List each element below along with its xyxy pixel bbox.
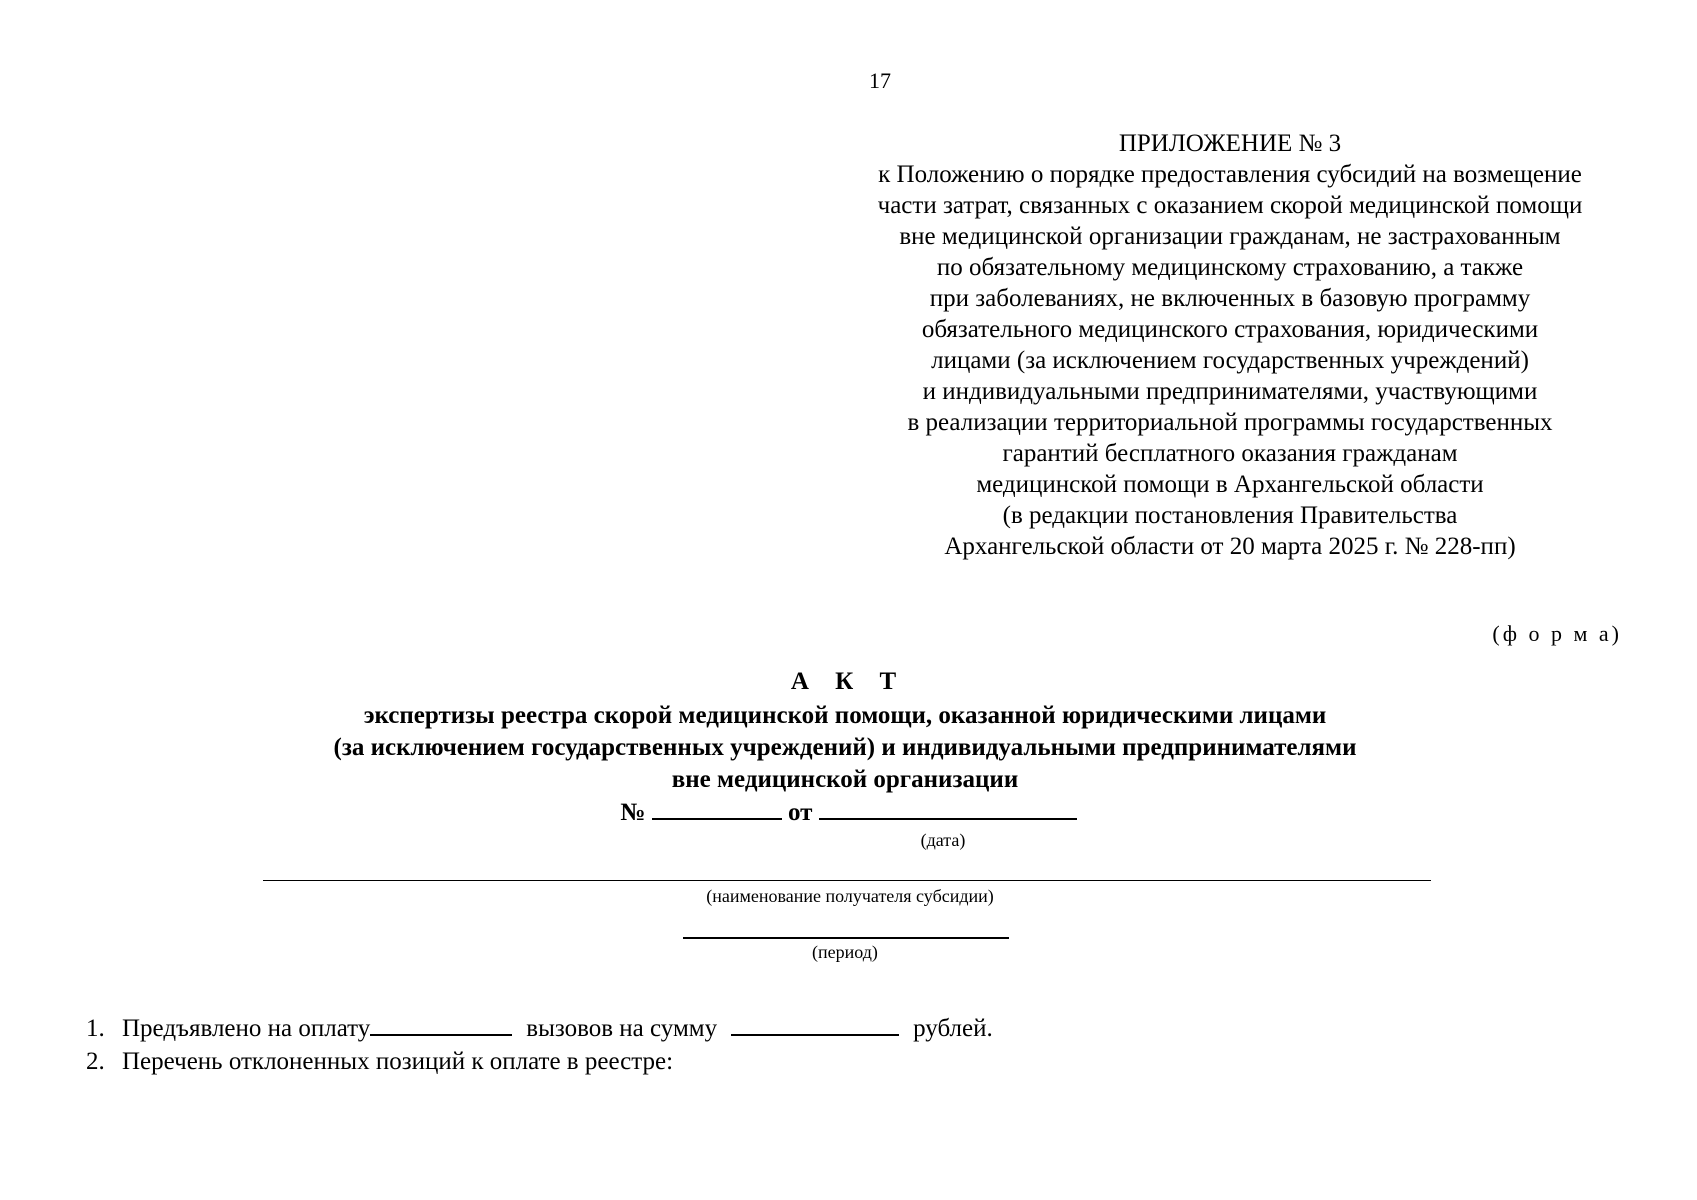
- period-caption: (период): [812, 942, 878, 962]
- form-label: (ф о р м а): [1492, 621, 1622, 646]
- amount-blank[interactable]: [731, 1012, 899, 1036]
- appendix-line: при заболеваниях, не включенных в базовую программу: [929, 285, 1531, 312]
- items-list: [86, 1012, 993, 1078]
- act-subtitle-line: экспертизы реестра скорой медицинской помощи, оказанной юридическими лицами: [363, 702, 1327, 729]
- recipient-caption: (наименование получателя субсидии): [706, 886, 994, 906]
- recipient-blank[interactable]: [263, 880, 1431, 881]
- appendix-title: ПРИЛОЖЕНИЕ № 3: [1118, 130, 1342, 157]
- appendix-line: гарантий бесплатного оказания гражданам: [1002, 440, 1458, 467]
- appendix-line: лицами (за исключением государственных учреждений): [931, 347, 1529, 374]
- act-number-line: [0, 796, 1697, 827]
- period-blank[interactable]: [683, 937, 1009, 939]
- item-number: 2.: [86, 1048, 105, 1075]
- act-subtitle-line: (за исключением государственных учреждений) и индивидуальными предпринимателями: [333, 734, 1357, 761]
- item-text-rubles: рублей.: [913, 1015, 993, 1042]
- appendix-line: обязательного медицинского страхования, юридическими: [921, 316, 1539, 343]
- list-item: [86, 1012, 993, 1045]
- appendix-line: части затрат, связанных с оказанием скорой медицинской помощи: [877, 192, 1583, 219]
- act-title: А К Т: [790, 668, 907, 695]
- appendix-line: в реализации территориальной программы государственных: [907, 409, 1553, 436]
- appendix-line: к Положению о порядке предоставления субсидий на возмещение: [878, 161, 1582, 188]
- act-subtitle: [230, 700, 1460, 796]
- item-text-calls: вызовов на сумму: [526, 1015, 718, 1042]
- item-number: 1.: [86, 1015, 105, 1042]
- appendix-line: вне медицинской организации гражданам, не застрахованным: [899, 223, 1561, 250]
- appendix-header: [818, 128, 1642, 562]
- item-text-presented: Предъявлено на оплату: [122, 1015, 371, 1042]
- appendix-line: медицинской помощи в Архангельской области: [976, 471, 1484, 498]
- appendix-line: по обязательному медицинскому страхованию, а также: [936, 254, 1524, 281]
- act-subtitle-line: вне медицинской организации: [671, 766, 1019, 793]
- page-number: 17: [869, 68, 891, 93]
- number-sign: №: [620, 799, 646, 826]
- list-item: [86, 1045, 993, 1078]
- date-caption: (дата): [920, 830, 966, 850]
- appendix-line: и индивидуальными предпринимателями, участвующими: [922, 378, 1538, 405]
- item-text: Перечень отклоненных позиций к оплате в реестре:: [122, 1048, 674, 1075]
- act-date-blank[interactable]: [819, 796, 1077, 820]
- act-number-blank[interactable]: [652, 796, 782, 820]
- calls-count-blank[interactable]: [370, 1012, 512, 1036]
- date-prefix: от: [787, 799, 813, 826]
- appendix-line: (в редакции постановления Правительства: [1002, 502, 1458, 529]
- appendix-line: Архангельской области от 20 марта 2025 г. № 228-пп): [944, 533, 1516, 560]
